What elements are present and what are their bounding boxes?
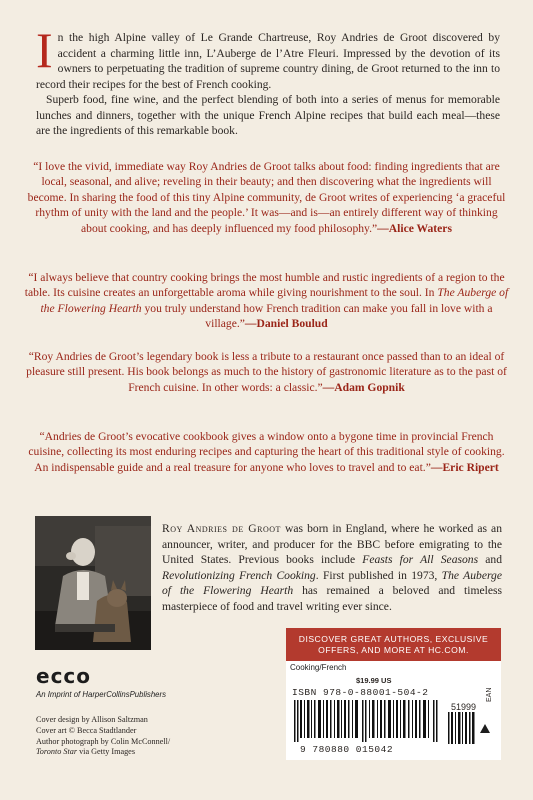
blurb-attribution: —Eric Ripert xyxy=(430,460,499,474)
ean-barcode xyxy=(292,700,442,742)
author-name: Roy Andries de Groot xyxy=(162,522,281,535)
category-label: Cooking/French xyxy=(286,661,501,674)
price-label: $19.99 US xyxy=(356,676,392,685)
blurb-attribution: —Adam Gopnik xyxy=(322,380,405,394)
barcode-panel xyxy=(286,674,501,760)
imprint-line: An Imprint of HarperCollinsPublishers xyxy=(36,690,167,699)
blurb-adam-gopnik: “Roy Andries de Groot’s legendary book is less a tribute to a restaurant once passed than to an ideal of pleasure still present. His book belongs as much to the history of gastronomic literature as to the past of French cuisine. In other words: a classic.”—Adam Gopnik xyxy=(26,350,507,394)
intro-paragraph-1: In the high Alpine valley of Le Grande Chartreuse, Roy Andries de Groot discovered by accident a charming little inn, L’Auberge de l’Atre Fleuri. Impressed by the devotion of its owners to perpetuating the tradition of supreme country dining, de Groot returned to the inn to record their recipes for the best of French cooking. xyxy=(36,22,500,91)
intro-paragraph-2: Superb food, fine wine, and the perfect blending of both into a series of menus for memorable lunches and dinners, together with the unique French Alpine recipes that build each meal—these are the ingredients of this remarkable book. xyxy=(36,93,500,137)
blurb-attribution: —Daniel Boulud xyxy=(244,317,328,331)
blurb-daniel-boulud: “I always believe that country cooking brings the most humble and rustic ingredients of a region to the table. Its cuisine creates an unforgettable aroma while giving nourishment to the soul. In The Auberge of the Flowering Hearth you truly understand how French tradition can make you fall in love with a village.”—Daniel Boulud xyxy=(24,271,509,331)
ean-digits: 9 780880 015042 xyxy=(300,744,394,755)
intro-text xyxy=(36,22,500,139)
isbn-label: ISBN 978-0-88001-504-2 xyxy=(292,687,429,698)
credit-cover-art: Cover art © Becca Stadtlander xyxy=(36,725,137,735)
book-title: The Auberge of the Flowering Hearth xyxy=(40,286,509,315)
drop-cap: I xyxy=(36,22,53,78)
cover-credits xyxy=(36,715,170,758)
supplement-barcode xyxy=(448,712,476,744)
author-bio: Roy Andries de Groot was born in England, where he worked as an announcer, writer, and producer for the BBC before emigrating to the United States. Previous books include Feasts for All Seasons and Revolutionizing French Cooking. First published in 1973, The Auberge of the Flowering Hearth has remained a beloved and timeless masterpiece of food and travel writing ever since. xyxy=(162,522,503,613)
ecco-logo: ecco xyxy=(36,664,92,688)
credit-author-photo: Author photograph by Colin McConnell/ xyxy=(36,736,171,746)
blurb-alice-waters: “I love the vivid, immediate way Roy Andries de Groot talks about food: finding ingredients that are local, seasonal, and alive; reveling in their beauty; and then discovering what the ingredients will become. In sharing the food of this tiny Alpine community, de Groot writes of experiencing ‘a graceful rhythm of unity with the land and the people.’ It was—and is—an entirely different way of thinking about cooking, and has deeply influenced my food philosophy.”—Alice Waters xyxy=(27,160,506,235)
credit-photo-source: Toronto Star via Getty Images xyxy=(36,747,136,757)
blurb-eric-ripert: “Andries de Groot’s evocative cookbook gives a window onto a bygone time in provincial French cuisine, collecting its most enduring recipes and capturing the heart of this traditional style of cooking. An indispensable guide and a real treasure for anyone who loves to travel and to eat.”—Eric Ripert xyxy=(28,430,505,474)
arrow-icon xyxy=(480,724,490,733)
author-photo xyxy=(35,516,151,650)
ean-label: EAN xyxy=(486,687,493,702)
blurb-attribution: —Alice Waters xyxy=(377,221,452,235)
promo-banner: DISCOVER GREAT AUTHORS, EXCLUSIVE OFFERS, AND MORE AT HC.COM. xyxy=(286,628,501,661)
price-code: 51999 xyxy=(451,702,477,712)
credit-cover-design: Cover design by Allison Saltzman xyxy=(36,715,148,724)
